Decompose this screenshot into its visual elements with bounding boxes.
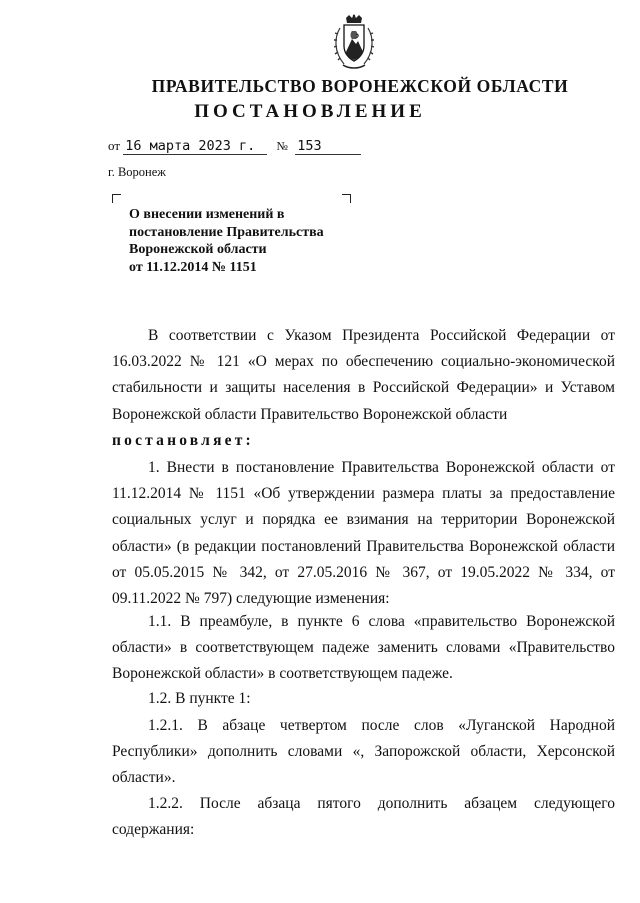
- number-label: №: [276, 139, 288, 153]
- item-1-paragraph: 1. Внести в постановление Правительства Воронежской области от 11.12.2014 № 1151 «Об утверждении размера платы за предоставление социальных услуг и порядка ее взимания на территории Воронежской области» (в редакции постановлений Правительства Воронежской области от 05.05.2015 № 342, от 27.05.2016 № 367, от 19.05.2022 № 334, от 09.11.2022 № 797) следующие изменения:: [112, 459, 615, 608]
- subject-line: постановление Правительства: [129, 224, 324, 240]
- coat-of-arms-icon: [330, 14, 378, 72]
- document-kind-title: ПОСТАНОВЛЕНИЕ: [194, 101, 426, 122]
- city-of-issue: г. Воронеж: [108, 165, 166, 179]
- registration-line: [108, 138, 361, 155]
- item-1-2-paragraph: 1.2. В пункте 1:: [148, 690, 251, 707]
- item-1-2-1-paragraph: 1.2.1. В абзаце четвертом после слов «Луганской Народной Республики» дополнить словами «, Запорожской области, Херсонской области».: [112, 717, 615, 787]
- preamble-paragraph: В соответствии с Указом Президента Российской Федерации от 16.03.2022 № 121 «О мерах по обеспечению социально-экономической стабильности и защиты населения в Российской Федерации» и Уставом Воронежской области Правительство Воронежской области: [112, 327, 615, 423]
- subject-bracket-left: [112, 194, 121, 203]
- item-1-2-2-paragraph: 1.2.2. После абзаца пятого дополнить абзацем следующего содержания:: [112, 795, 615, 839]
- subject-line: Воронежской области: [129, 242, 267, 257]
- subject-line: О внесении изменений в: [129, 207, 285, 222]
- resolves-paragraph: [112, 428, 615, 454]
- subject-bracket-right: [342, 194, 351, 203]
- subject-line: от 11.12.2014 № 1151: [129, 259, 257, 275]
- document-subject: [129, 206, 359, 276]
- resolves-word: постановляет:: [112, 432, 254, 449]
- government-name: ПРАВИТЕЛЬСТВО ВОРОНЕЖСКОЙ ОБЛАСТИ: [151, 76, 569, 96]
- item-1-1-paragraph: 1.1. В преамбуле, в пункте 6 слова «правительство Воронежской области» в соответствующем падеже заменить словами «Правительство Воронежской области» в соответствующем падеже.: [112, 613, 615, 683]
- date-from-label: от: [108, 138, 121, 153]
- document-number: 153: [295, 139, 361, 155]
- document-date: 16 марта 2023 г.: [123, 139, 267, 155]
